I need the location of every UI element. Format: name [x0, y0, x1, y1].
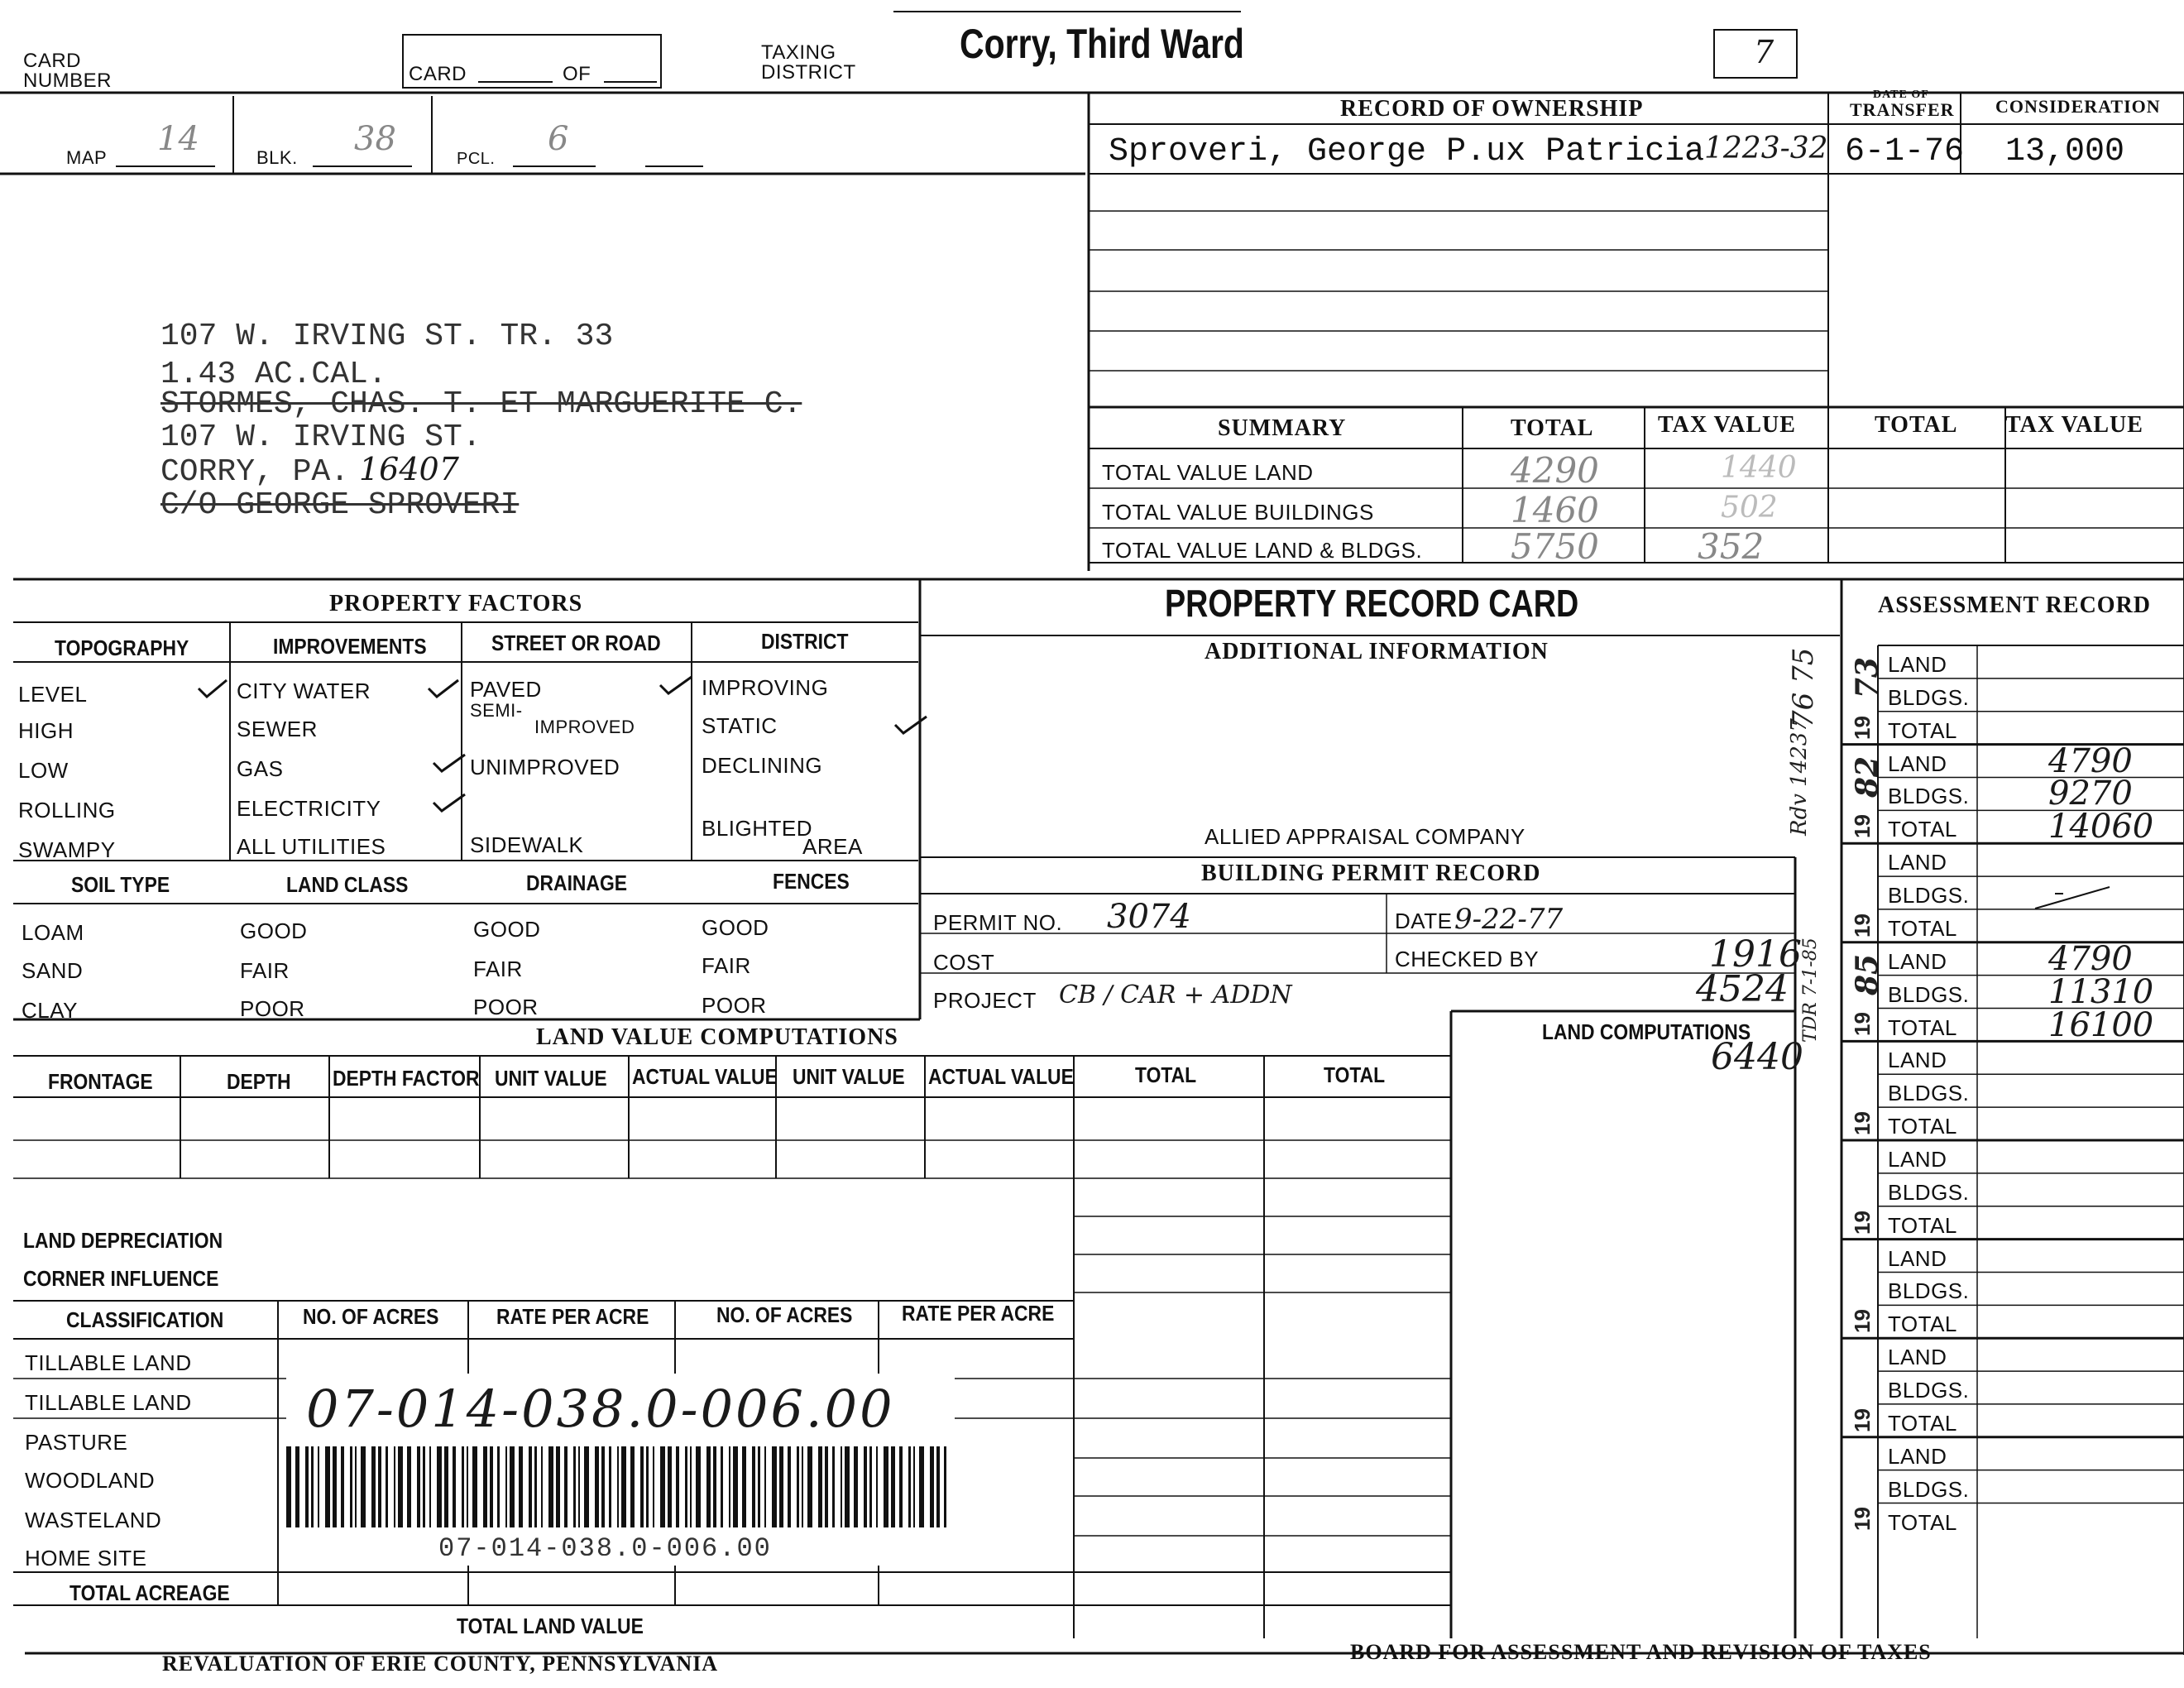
pcl-underline-2: [645, 165, 703, 167]
barcode-bar: [417, 1446, 420, 1527]
col-frontage: FRONTAGE: [48, 1069, 153, 1094]
summary-tax-header-2: TAX VALUE: [2005, 412, 2143, 438]
street-unimproved: UNIMPROVED: [470, 755, 620, 779]
barcode-bar: [519, 1446, 523, 1527]
barcode-bar: [752, 1446, 755, 1527]
assessment-row-label: TOTAL: [1888, 1212, 1957, 1238]
barcode-bar: [584, 1446, 589, 1527]
barcode-bar: [676, 1446, 679, 1527]
barcode-bar: [772, 1446, 777, 1527]
fences-fair: FAIR: [702, 953, 751, 978]
district-area: AREA: [802, 834, 863, 859]
barcode-bar: [668, 1446, 672, 1527]
barcode-bar: [825, 1446, 828, 1527]
barcode-bar: [318, 1446, 319, 1527]
fences-poor: POOR: [702, 993, 767, 1018]
barcode-bar: [919, 1446, 924, 1527]
drainage-fair: FAIR: [473, 957, 523, 981]
land-class-fair: FAIR: [240, 958, 290, 983]
assessment-bldgs-value: 11310: [2048, 972, 2154, 1011]
col-total-1: TOTAL: [1135, 1062, 1197, 1087]
map-underline: [116, 165, 215, 167]
soil-loam: LOAM: [22, 920, 84, 945]
barcode-bar: [779, 1446, 783, 1527]
corner-influence-label: CORNER INFLUENCE: [23, 1266, 219, 1291]
card-label: CARD: [409, 63, 467, 85]
topo-swampy: SWAMPY: [18, 837, 116, 862]
barcode-bar: [453, 1446, 456, 1527]
summary-bldgs-label: TOTAL VALUE BUILDINGS: [1102, 500, 1374, 525]
assessment-row-label: LAND: [1888, 1147, 1947, 1172]
street-paved: PAVED: [470, 677, 542, 702]
assessment-year-prefix: 19: [1850, 1309, 1875, 1334]
barcode-bar: [609, 1446, 611, 1527]
assessment-total-value: 14060: [2048, 808, 2154, 846]
assessment-year-prefix: 19: [1850, 1407, 1875, 1432]
address-line-2: 1.43 AC.CAL.: [160, 357, 387, 392]
blk-label: BLK.: [256, 147, 298, 168]
assessment-row-label: LAND: [1888, 948, 1947, 974]
land-class-poor: POOR: [240, 996, 305, 1021]
assessment-row-label: BLDGS.: [1888, 1278, 1970, 1304]
class-pasture: PASTURE: [25, 1430, 128, 1455]
barcode-bar: [423, 1446, 425, 1527]
land-class-good: GOOD: [240, 918, 308, 943]
barcode-bar: [386, 1446, 388, 1527]
barcode-bar: [407, 1446, 411, 1527]
classification-header: CLASSIFICATION: [66, 1307, 224, 1332]
soil-type-header: SOIL TYPE: [71, 872, 170, 897]
topo-level: LEVEL: [18, 682, 88, 707]
barcode-bar: [361, 1446, 366, 1527]
barcode-bar: [758, 1446, 760, 1527]
of-label: OF: [563, 63, 592, 85]
assessment-total-value: 16100: [2048, 1005, 2154, 1044]
land-depreciation-label: LAND DEPRECIATION: [23, 1228, 223, 1253]
topo-low: LOW: [18, 758, 69, 783]
land-computations-label: LAND COMPUTATIONS: [1542, 1019, 1751, 1044]
pcl-underline: [513, 165, 596, 167]
barcode-bar: [497, 1446, 500, 1527]
barcode-bar: [429, 1446, 431, 1527]
barcode-bar: [864, 1446, 867, 1527]
district-declining: DECLINING: [702, 753, 823, 778]
of-underline: [604, 81, 657, 83]
barcode-bar: [394, 1446, 395, 1527]
assessment-year-suffix: 85: [1850, 953, 1885, 995]
permit-no-label: PERMIT NO.: [933, 910, 1063, 935]
soil-clay: CLAY: [22, 998, 78, 1023]
street-header: STREET OR ROAD: [491, 631, 661, 655]
date-transfer-header: TRANSFER: [1850, 99, 1955, 120]
barcode-bar: [341, 1446, 344, 1527]
consideration-header: CONSIDERATION: [1995, 96, 2161, 117]
address-line-6: C/O GEORGE SPROVERI: [160, 487, 520, 523]
barcode-bar: [556, 1446, 560, 1527]
permit-date-label: DATE: [1395, 909, 1453, 933]
barcode-bar: [378, 1446, 381, 1527]
address-line-4: 107 W. IRVING ST.: [160, 420, 481, 455]
barcode-bar: [832, 1446, 835, 1527]
street-sidewalk: SIDEWALK: [470, 832, 584, 857]
assessment-land-value: 4790: [2048, 939, 2133, 978]
assessment-row-label: TOTAL: [1888, 1410, 1957, 1436]
address-zip-handwritten: 16407: [359, 451, 459, 487]
assessment-row-label: LAND: [1888, 1345, 1947, 1370]
assessment-row-label: BLDGS.: [1888, 1081, 1970, 1106]
assessment-row-label: BLDGS.: [1888, 883, 1970, 909]
barcode-bar: [472, 1446, 477, 1527]
barcode-bar: [462, 1446, 464, 1527]
barcode-bar: [578, 1446, 580, 1527]
summary-all-total: 5750: [1511, 526, 1599, 567]
barcode-bar: [621, 1446, 626, 1527]
topo-rolling: ROLLING: [18, 798, 116, 822]
hand-note-1916: 1916: [1709, 933, 1802, 976]
assessment-row-label: BLDGS.: [1888, 981, 1970, 1007]
topo-high: HIGH: [18, 718, 74, 743]
topography-header: TOPOGRAPHY: [55, 635, 189, 660]
barcode-bar: [841, 1446, 842, 1527]
assessment-row-label: BLDGS.: [1888, 1476, 1970, 1502]
assessment-year-prefix: 19: [1850, 814, 1875, 839]
date-of-small: DATE OF: [1873, 89, 1929, 101]
assessment-row-label: TOTAL: [1888, 817, 1957, 842]
barcode-bar: [286, 1446, 291, 1527]
improvement-sewer: SEWER: [237, 717, 318, 741]
barcode-bar: [630, 1446, 635, 1527]
barcode-bar: [818, 1446, 822, 1527]
appraisal-company: ALLIED APPRAISAL COMPANY: [1205, 824, 1525, 849]
street-improved: IMPROVED: [534, 717, 635, 737]
barcode-bar: [490, 1446, 493, 1527]
owner-name: Sproveri, George P.ux Patricia: [1109, 133, 1705, 170]
barcode-bar: [371, 1446, 376, 1527]
improvement-electricity: ELECTRICITY: [237, 796, 381, 821]
barcode-bar: [706, 1446, 711, 1527]
card-underline: [478, 81, 553, 83]
drainage-header: DRAINAGE: [526, 870, 628, 895]
barcode-bar: [437, 1446, 442, 1527]
barcode-bar: [930, 1446, 934, 1527]
summary-land-total: 4290: [1511, 450, 1599, 491]
assessment-year-prefix: 19: [1850, 1012, 1875, 1037]
fences-header: FENCES: [773, 869, 850, 894]
assessment-year-prefix: 19: [1850, 1507, 1875, 1532]
barcode-bar: [729, 1446, 730, 1527]
assessment-row-label: LAND: [1888, 850, 1947, 875]
barcode-bar: [685, 1446, 687, 1527]
summary-bldgs-tax: 502: [1721, 491, 1778, 525]
assessment-row-label: BLDGS.: [1888, 784, 1970, 809]
barcode-bar: [690, 1446, 692, 1527]
assessment-title: ASSESSMENT RECORD: [1878, 592, 2152, 618]
barcode-bar: [541, 1446, 543, 1527]
barcode-image: [286, 1446, 955, 1527]
improvement-all-utilities: ALL UTILITIES: [237, 834, 386, 859]
col-total-2: TOTAL: [1324, 1062, 1386, 1087]
land-value-title: LAND VALUE COMPUTATIONS: [536, 1024, 898, 1050]
barcode-bar: [617, 1446, 619, 1527]
district-header: DISTRICT: [761, 629, 849, 654]
barcode-bar: [601, 1446, 605, 1527]
class-tillable-2: TILLABLE LAND: [25, 1390, 192, 1415]
barcode-bar: [305, 1446, 309, 1527]
barcode-bar: [467, 1446, 468, 1527]
footer-left: REVALUATION OF ERIE COUNTY, PENNSYLVANIA: [162, 1652, 719, 1676]
barcode-bar: [733, 1446, 738, 1527]
consideration-value: 13,000: [2005, 133, 2125, 170]
barcode-bar: [333, 1446, 337, 1527]
assessment-row-label: TOTAL: [1888, 915, 1957, 941]
col-actual-value-1: ACTUAL VALUE: [632, 1064, 778, 1089]
property-factors-title: PROPERTY FACTORS: [329, 591, 583, 616]
assessment-row-label: TOTAL: [1888, 1509, 1957, 1535]
summary-title: SUMMARY: [1218, 415, 1347, 441]
map-value: 14: [157, 120, 199, 158]
ownership-title: RECORD OF OWNERSHIP: [1340, 96, 1644, 122]
district-name: Corry, Third Ward: [960, 21, 1244, 67]
class-wasteland: WASTELAND: [25, 1508, 162, 1532]
assessment-year-suffix: 73: [1850, 656, 1885, 698]
project-value: CB / CAR + ADDN: [1059, 981, 1292, 1009]
district-improving: IMPROVING: [702, 675, 829, 700]
barcode-bar: [721, 1446, 723, 1527]
barcode-bar: [899, 1446, 903, 1527]
barcode-bar: [653, 1446, 654, 1527]
assessment-year-prefix: 19: [1850, 715, 1875, 740]
barcode-bar: [913, 1446, 915, 1527]
barcode-bar: [764, 1446, 766, 1527]
margin-note-tdr: TDR 7-1-85: [1800, 938, 1821, 1043]
barcode-bar: [564, 1446, 568, 1527]
col-actual-value-2: ACTUAL VALUE: [928, 1064, 1074, 1089]
summary-land-label: TOTAL VALUE LAND: [1102, 460, 1314, 485]
drainage-good: GOOD: [473, 917, 541, 942]
assessment-row-label: TOTAL: [1888, 717, 1957, 743]
assessment-row-label: BLDGS.: [1888, 1378, 1970, 1403]
assessment-row-label: BLDGS.: [1888, 684, 1970, 710]
col-depth: DEPTH: [227, 1069, 291, 1094]
barcode-bar: [742, 1446, 746, 1527]
col-unit-value-2: UNIT VALUE: [793, 1064, 905, 1089]
barcode-bar: [311, 1446, 314, 1527]
barcode-bar: [325, 1446, 330, 1527]
assessment-row-label: LAND: [1888, 750, 1947, 776]
summary-land-tax: 1440: [1721, 451, 1797, 485]
barcode-bar: [573, 1446, 576, 1527]
hand-note-6440: 6440: [1711, 1036, 1803, 1078]
summary-total-header-2: TOTAL: [1875, 412, 1958, 438]
class-woodland: WOODLAND: [25, 1468, 156, 1493]
rate-acre-header-2: RATE PER ACRE: [902, 1301, 1055, 1326]
building-permit-title: BUILDING PERMIT RECORD: [1201, 861, 1541, 886]
barcode-bar: [884, 1446, 888, 1527]
summary-bldgs-total: 1460: [1511, 490, 1599, 530]
owner-ref: 1223-32: [1704, 132, 1828, 165]
barcode-bar: [646, 1446, 649, 1527]
transfer-date: 6-1-76: [1845, 133, 1965, 170]
barcode-bar: [696, 1446, 701, 1527]
rate-acre-header-1: RATE PER ACRE: [496, 1304, 649, 1329]
fences-good: GOOD: [702, 915, 769, 940]
assessment-land-value: 4790: [2048, 741, 2133, 780]
assessment-row-label: LAND: [1888, 1443, 1947, 1469]
district-static: STATIC: [702, 713, 778, 738]
assessment-year-suffix: 82: [1850, 755, 1885, 798]
barcode-bar: [444, 1446, 448, 1527]
footer-right: BOARD FOR ASSESSMENT AND REVISION OF TAXES: [1350, 1640, 1932, 1664]
summary-total-label: TOTAL VALUE LAND & BLDGS.: [1102, 538, 1423, 563]
summary-all-tax: 352: [1698, 526, 1765, 567]
barcode-bar: [505, 1446, 507, 1527]
barcode-bar: [510, 1446, 515, 1527]
barcode-bar: [854, 1446, 858, 1527]
street-semi: SEMI-: [470, 700, 523, 721]
barcode-bar: [295, 1446, 299, 1527]
improvement-city-water: CITY WATER: [237, 679, 371, 703]
parcel-id-handwritten: 07-014-038.0-006.00: [306, 1379, 895, 1439]
barcode-bar: [355, 1446, 357, 1527]
address-line-5: CORRY, PA.: [160, 454, 350, 490]
hand-note-4524: 4524: [1696, 968, 1789, 1010]
assessment-row-label: LAND: [1888, 652, 1947, 677]
pcl-label: PCL.: [457, 150, 496, 168]
taxing-district-label: TAXING DISTRICT: [761, 41, 856, 84]
no-acres-header-2: NO. OF ACRES: [716, 1302, 853, 1327]
barcode-bar: [398, 1446, 403, 1527]
barcode-bar: [788, 1446, 791, 1527]
address-line-1: 107 W. IRVING ST. TR. 33: [160, 319, 614, 354]
blk-underline: [313, 165, 412, 167]
col-depth-factor: DEPTH FACTOR: [333, 1066, 480, 1091]
barcode-bar: [845, 1446, 850, 1527]
blk-value: 38: [354, 120, 396, 158]
parcel-id-printed: 07-014-038.0-006.00: [438, 1536, 772, 1556]
permit-date-value: 9-22-77: [1454, 903, 1564, 936]
barcode-bar: [869, 1446, 872, 1527]
assessment-bldgs-value: 9270: [2048, 774, 2133, 813]
assessment-row-label: BLDGS.: [1888, 1179, 1970, 1205]
assessment-year-prefix: 19: [1850, 1210, 1875, 1235]
barcode-bar: [944, 1446, 946, 1527]
additional-information-label: ADDITIONAL INFORMATION: [1205, 639, 1549, 664]
assessment-row-label: TOTAL: [1888, 1114, 1957, 1139]
barcode-bar: [891, 1446, 895, 1527]
permit-no-value: 3074: [1107, 898, 1191, 936]
barcode-bar: [876, 1446, 878, 1527]
improvements-header: IMPROVEMENTS: [273, 634, 427, 659]
barcode-bar: [595, 1446, 599, 1527]
summary-total-header: TOTAL: [1511, 415, 1594, 441]
project-label: PROJECT: [933, 988, 1037, 1013]
drainage-poor: POOR: [473, 995, 539, 1019]
improvement-gas: GAS: [237, 756, 284, 781]
barcode-bar: [640, 1446, 644, 1527]
land-class-header: LAND CLASS: [286, 872, 409, 897]
address-line-3: STORMES, CHAS. T. ET MARGUERITE C.: [160, 386, 802, 422]
class-tillable-1: TILLABLE LAND: [25, 1350, 192, 1375]
assessment-row-label: LAND: [1888, 1245, 1947, 1271]
barcode-bar: [936, 1446, 940, 1527]
class-home-site: HOME SITE: [25, 1546, 147, 1571]
barcode-bar: [529, 1446, 532, 1527]
checked-by-label: CHECKED BY: [1395, 947, 1540, 971]
assessment-year-prefix: 19: [1850, 913, 1875, 938]
total-acreage-label: TOTAL ACREAGE: [69, 1580, 230, 1605]
assessment-row-label: LAND: [1888, 1048, 1947, 1073]
barcode-bar: [534, 1446, 537, 1527]
pcl-value: 6: [548, 120, 569, 158]
barcode-bar: [483, 1446, 487, 1527]
cost-label: COST: [933, 950, 995, 975]
col-unit-value-1: UNIT VALUE: [495, 1066, 607, 1091]
district-box-mark: 7: [1754, 34, 1774, 70]
margin-note-rdv: Rdv 14237: [1787, 718, 1812, 836]
barcode-bar: [548, 1446, 553, 1527]
card-number-label: CARD NUMBER: [23, 50, 113, 92]
assessment-row-label: TOTAL: [1888, 1312, 1957, 1337]
barcode-bar: [350, 1446, 352, 1527]
soil-sand: SAND: [22, 958, 84, 983]
barcode-bar: [802, 1446, 803, 1527]
assessment-year-prefix: 19: [1850, 1111, 1875, 1135]
map-label: MAP: [66, 147, 108, 168]
barcode-bar: [807, 1446, 812, 1527]
margin-note-year: 76 75: [1787, 647, 1820, 728]
district-blighted: BLIGHTED: [702, 816, 813, 841]
barcode-bar: [908, 1446, 911, 1527]
barcode-bar: [660, 1446, 665, 1527]
assessment-row-label: TOTAL: [1888, 1014, 1957, 1040]
total-land-value-label: TOTAL LAND VALUE: [457, 1614, 644, 1638]
summary-tax-header: TAX VALUE: [1658, 412, 1796, 438]
card-title: PROPERTY RECORD CARD: [1165, 582, 1579, 625]
barcode-bar: [797, 1446, 799, 1527]
no-acres-header-1: NO. OF ACRES: [303, 1304, 439, 1329]
barcode-bar: [713, 1446, 716, 1527]
